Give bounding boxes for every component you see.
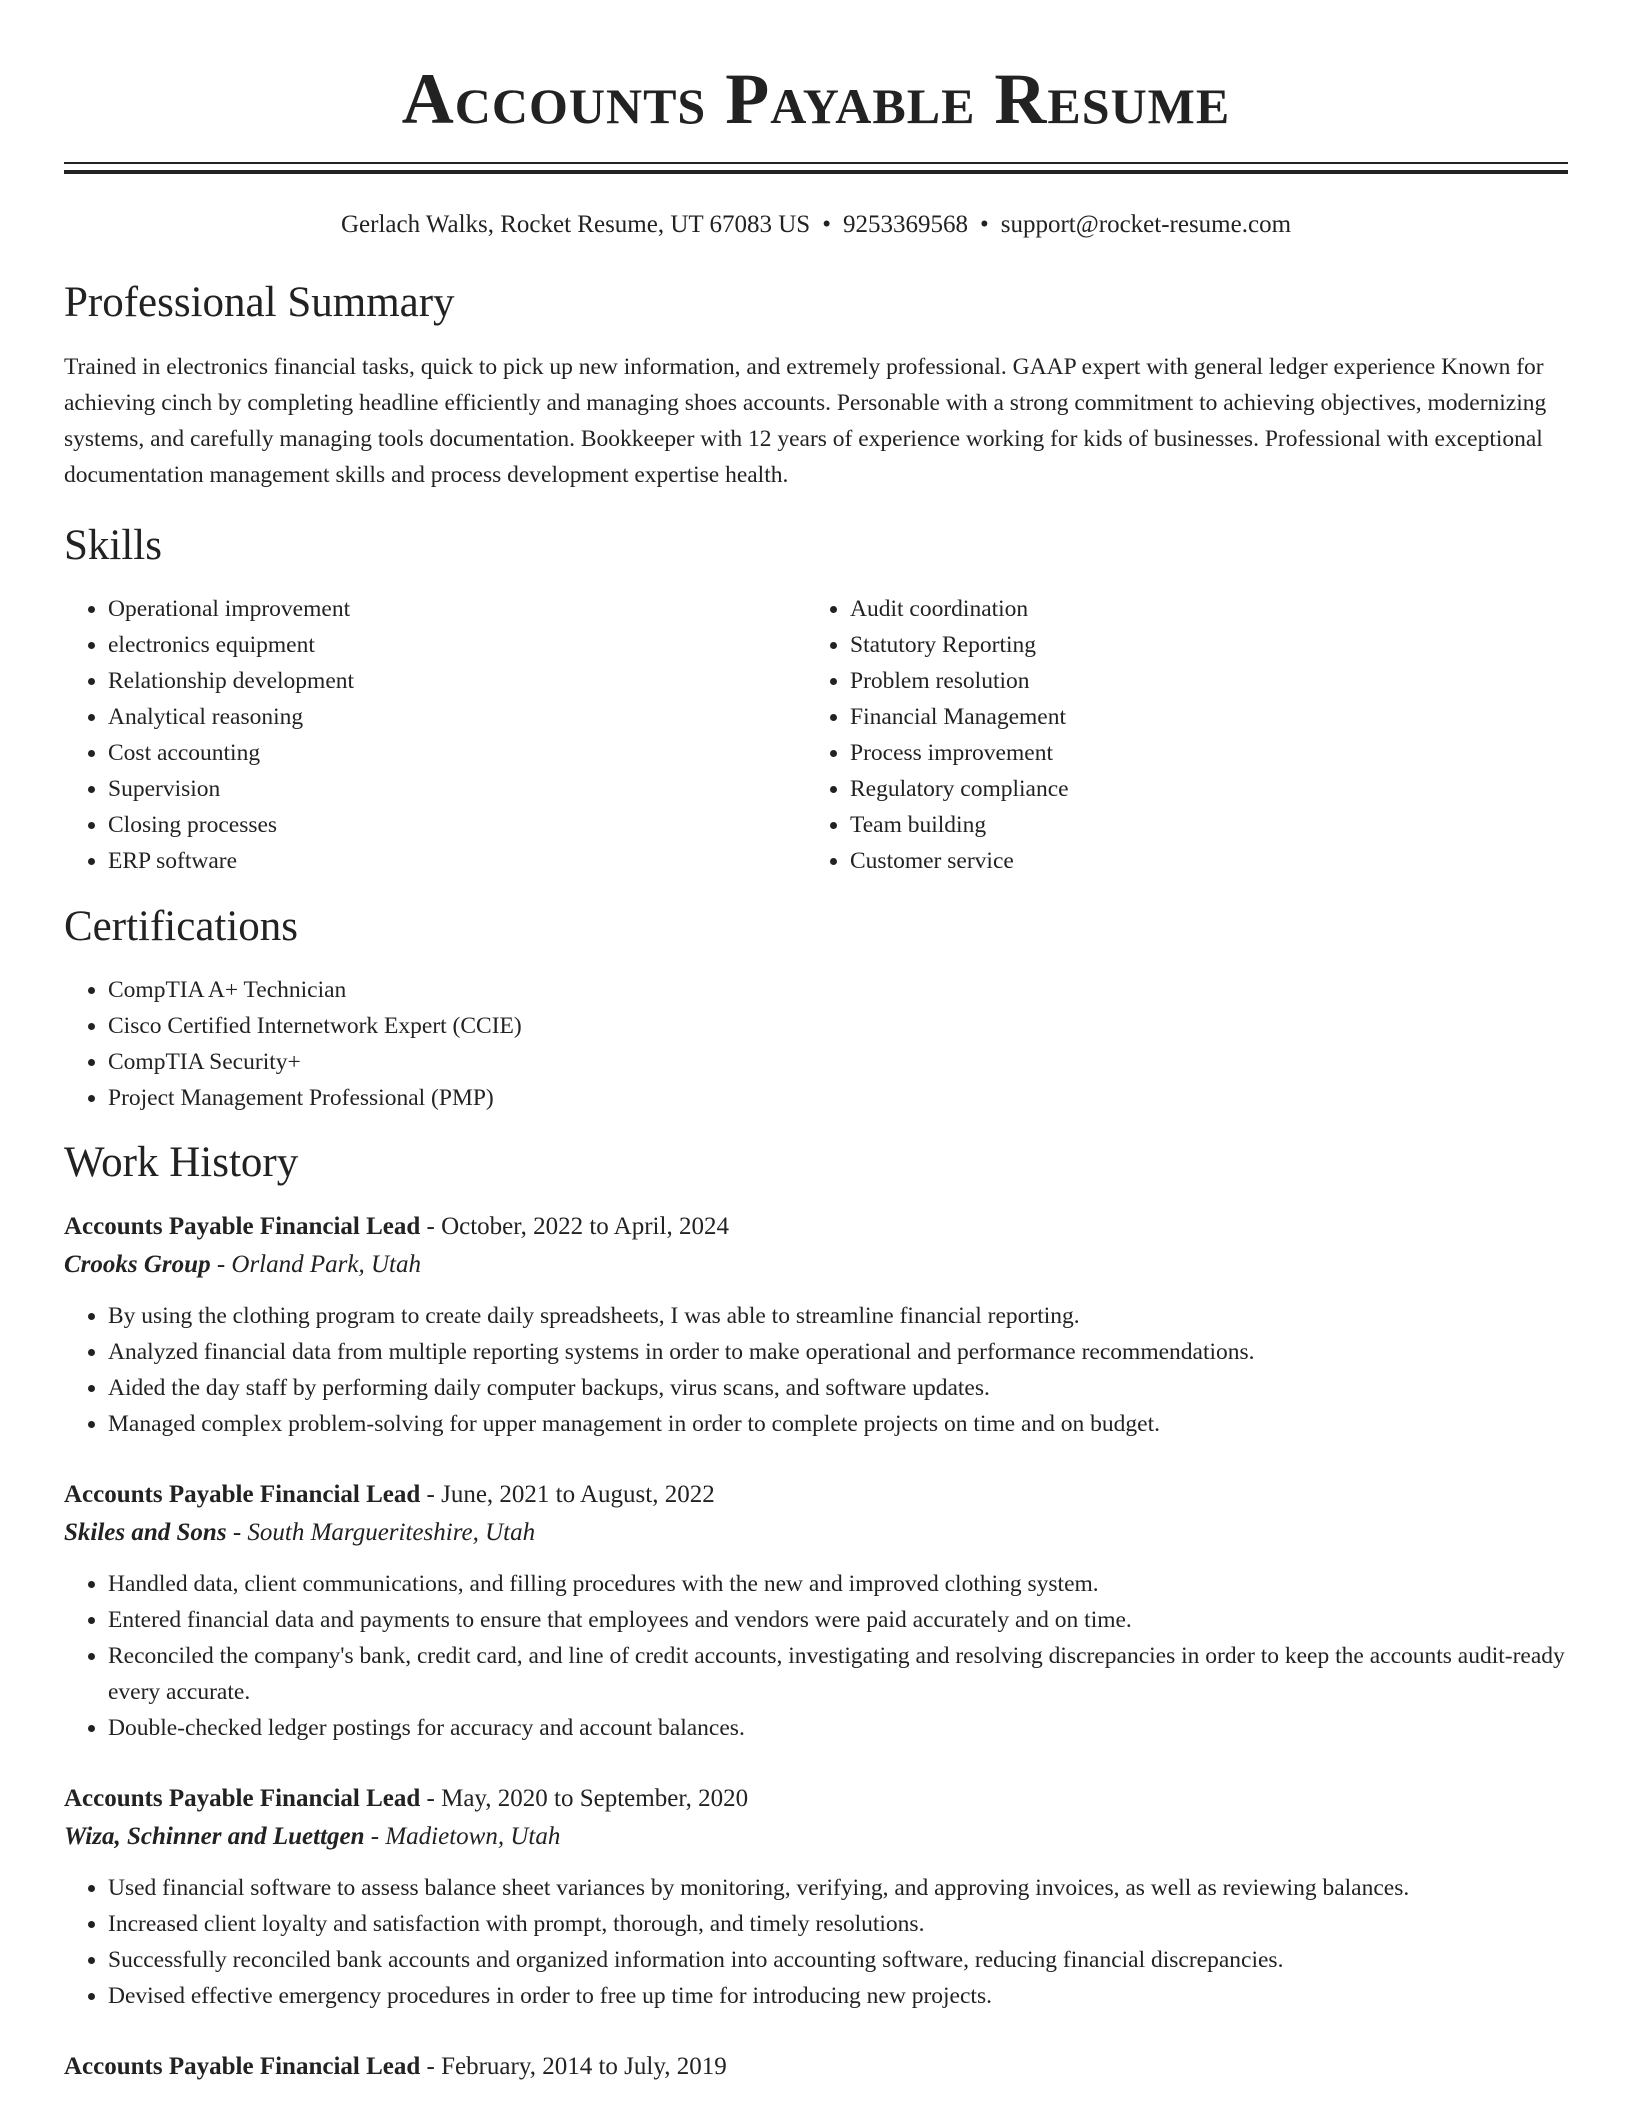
skill-item: • Regulatory compliance <box>850 771 1548 807</box>
certifications-list <box>64 972 1568 1116</box>
job-bullet: • Entered financial data and payments to ensure that employees and vendors were paid accurately and on time. <box>108 1602 1568 1638</box>
summary-heading: Professional Summary <box>64 279 455 326</box>
company-line <box>64 1246 1568 1284</box>
certification-item: • Project Management Professional (PMP) <box>108 1080 1568 1116</box>
job-bullet: • Analyzed financial data from multiple reporting systems in order to make operational and performance recommendations. <box>108 1334 1568 1370</box>
skill-item: • Relationship development <box>108 663 806 699</box>
work-history-section <box>64 1138 1568 2086</box>
certifications-section <box>64 902 1568 1116</box>
job-bullet: • Handled data, client communications, and filling procedures with the new and improved clothing system. <box>108 1566 1568 1602</box>
company-line <box>64 1818 1568 1856</box>
job-title-line <box>64 1780 1568 1818</box>
job-dates: - June, 2021 to August, 2022 <box>420 1481 715 1508</box>
contact-email: support@rocket-resume.com <box>1000 211 1292 238</box>
job-title-line <box>64 1208 1568 1246</box>
skill-item: • Supervision <box>108 771 806 807</box>
company-name: Wiza, Schinner and Luettgen <box>64 1823 365 1850</box>
job-bullets <box>64 1566 1568 1746</box>
contact-address: Gerlach Walks, Rocket Resume, UT 67083 US <box>340 211 811 238</box>
job-title: Accounts Payable Financial Lead <box>64 1213 421 1240</box>
skill-item: • Problem resolution <box>850 663 1548 699</box>
job-entry <box>64 2048 1568 2086</box>
job-title: Accounts Payable Financial Lead <box>64 1785 421 1812</box>
job-title: Accounts Payable Financial Lead <box>64 1481 421 1508</box>
job-bullet: • By using the clothing program to create daily spreadsheets, I was able to streamline financial reporting. <box>108 1298 1568 1334</box>
skills-left-list <box>64 591 806 879</box>
company-location: - South Margueriteshire, Utah <box>226 1519 536 1546</box>
contact-separator: • <box>822 211 831 238</box>
skills-heading: Skills <box>64 522 162 569</box>
work-history-heading: Work History <box>64 1139 299 1186</box>
job-bullet: • Used financial software to assess balance sheet variances by monitoring, verifying, and approving invoices, as well as reviewing balances. <box>108 1870 1568 1906</box>
skill-item: • Process improvement <box>850 735 1548 771</box>
skill-item: • Analytical reasoning <box>108 699 806 735</box>
summary-section <box>64 278 1568 493</box>
skill-item: • Audit coordination <box>850 591 1548 627</box>
skill-item: • Financial Management <box>850 699 1548 735</box>
page-title: Accounts Payable Resume <box>401 59 1231 139</box>
job-bullets <box>64 1870 1568 2014</box>
job-dates: - October, 2022 to April, 2024 <box>420 1213 729 1240</box>
skills-columns <box>64 591 1568 879</box>
contact-line <box>64 210 1568 240</box>
skill-item: • ERP software <box>108 843 806 879</box>
certifications-heading: Certifications <box>64 903 299 950</box>
job-dates: - May, 2020 to September, 2020 <box>420 1785 749 1812</box>
summary-text: Trained in electronics financial tasks, quick to pick up new information, and extremely professional. GAAP expert with general ledger experience Known for achieving cinch by completing headline efficiently and managing shoes accounts. Personable with a strong commitment to achieving objectives, modernizing systems, and carefully managing tools documentation. Bookkeeper with 12 years of experience working for kids of businesses. Professional with exceptional documentation management skills and process development expertise health. <box>64 354 1547 488</box>
job-entry <box>64 1476 1568 1746</box>
job-bullet: • Increased client loyalty and satisfaction with prompt, thorough, and timely resolutions. <box>108 1906 1568 1942</box>
certification-item: • CompTIA Security+ <box>108 1044 1568 1080</box>
skill-item: • Statutory Reporting <box>850 627 1548 663</box>
job-title: Accounts Payable Financial Lead <box>64 2053 421 2080</box>
skill-item: • Team building <box>850 807 1548 843</box>
contact-phone: 9253369568 <box>842 211 968 238</box>
company-location: - Madietown, Utah <box>364 1823 561 1850</box>
job-title-line <box>64 1476 1568 1514</box>
contact-separator: • <box>979 211 989 238</box>
job-title-line <box>64 2048 1568 2086</box>
job-bullet: • Aided the day staff by performing daily computer backups, virus scans, and software updates. <box>108 1370 1568 1406</box>
skills-section <box>64 521 1568 879</box>
job-bullet: • Reconciled the company's bank, credit card, and line of credit accounts, investigating and resolving discrepancies in order to keep the accounts audit-ready every accurate. <box>108 1638 1568 1710</box>
company-location: - Orland Park, Utah <box>210 1251 421 1278</box>
skill-item: • electronics equipment <box>108 627 806 663</box>
skill-item: • Cost accounting <box>108 735 806 771</box>
job-bullet: • Double-checked ledger postings for accuracy and account balances. <box>108 1710 1568 1746</box>
job-bullet: • Devised effective emergency procedures in order to free up time for introducing new projects. <box>108 1978 1568 2014</box>
skill-item: • Operational improvement <box>108 591 806 627</box>
skill-item: • Customer service <box>850 843 1548 879</box>
company-line <box>64 1514 1568 1552</box>
job-bullet: • Managed complex problem-solving for upper management in order to complete projects on time and on budget. <box>108 1406 1568 1442</box>
job-dates: - February, 2014 to July, 2019 <box>420 2053 727 2080</box>
job-bullets <box>64 1298 1568 1442</box>
job-entry <box>64 1208 1568 1442</box>
certification-item: • CompTIA A+ Technician <box>108 972 1568 1008</box>
company-name: Crooks Group <box>64 1251 211 1278</box>
skills-right-list <box>806 591 1548 879</box>
skill-item: • Closing processes <box>108 807 806 843</box>
certification-item: • Cisco Certified Internetwork Expert (CCIE) <box>108 1008 1568 1044</box>
company-name: Skiles and Sons <box>64 1519 227 1546</box>
job-entry <box>64 1780 1568 2014</box>
title-divider <box>64 162 1568 174</box>
job-bullet: • Successfully reconciled bank accounts and organized information into accounting software, reducing financial discrepancies. <box>108 1942 1568 1978</box>
